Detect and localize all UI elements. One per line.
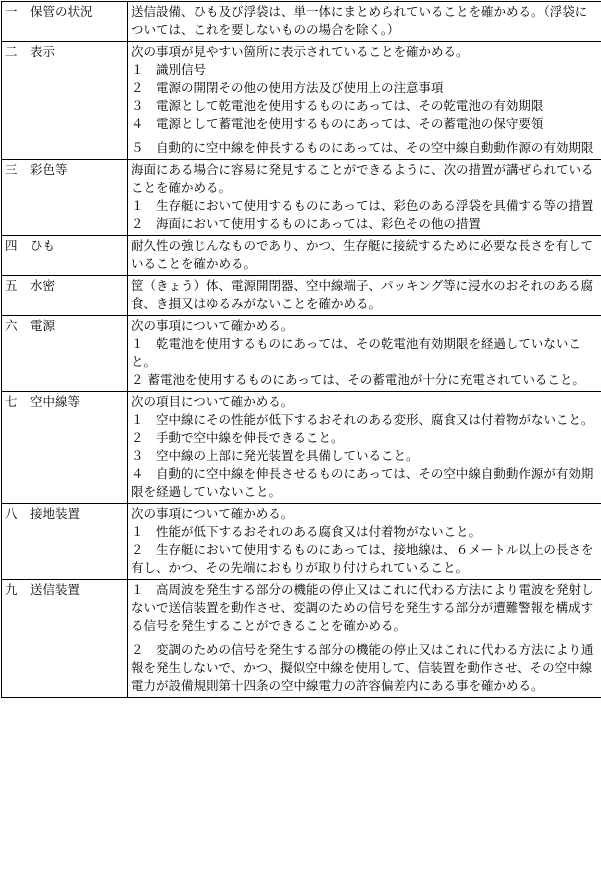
table-row (2, 504, 601, 580)
description-line: 耐久性の強じんなものであり、かつ、生存艇に接続するために必要な長さを有していることを確かめる。 (131, 238, 594, 271)
description-line: 送信設備、ひも及び浮袋は、単一体にまとめられていることを確かめる。（浮袋については、これを要しないものの場合を除く。） (131, 4, 588, 37)
item-description (128, 276, 601, 316)
description-line: 次の項目について確かめる。 (131, 394, 294, 409)
item-description (128, 160, 601, 236)
description-line: ２ 蓄電池を使用するものにあっては、その蓄電池が十分に充電されていること。 (131, 372, 585, 387)
item-label: 三 彩色等 (2, 160, 128, 236)
description-line: １ 生存艇において使用するものにあっては、彩色のある浮袋を具備する等の措置 (131, 198, 594, 213)
table-row (2, 160, 601, 236)
description-line: 海面にある場合に容易に発見することができるように、次の措置が講ぜられていることを確かめる。 (131, 162, 594, 195)
table-row (2, 316, 601, 392)
description-line: １ 高周波を発生する部分の機能の停止又はこれに代わる方法により電波を発射しないで送信装置を動作させ、変調のための信号を発生する部分が遭難警報を構成する信号を発生することができることを確かめる。 (131, 582, 594, 633)
table-row (2, 236, 601, 276)
item-label: 九 送信装置 (2, 580, 128, 698)
description-line: 次の事項が見やすい箇所に表示されていることを確かめる。 (131, 44, 469, 59)
description-line: ２ 電源の開閉その他の使用方法及び使用上の注意事項 (131, 80, 444, 95)
description-line: ３ 電源として乾電池を使用するものにあっては、その乾電池の有効期限 (131, 98, 544, 113)
description-line: 次の事項について確かめる。 (131, 506, 294, 521)
item-description (128, 316, 601, 392)
inspection-table (1, 1, 601, 698)
item-description (128, 504, 601, 580)
item-description (128, 392, 601, 504)
item-description (128, 236, 601, 276)
description-line: ２ 生存艇において使用するものにあっては、接地線は、６メートル以上の長さを有し、かつ、その先端におもりが取り付けられていること。 (131, 542, 594, 575)
item-label: 二 表示 (2, 42, 128, 160)
table-row (2, 42, 601, 160)
item-label: 八 接地装置 (2, 504, 128, 580)
description-line: ３ 空中線の上部に発光装置を具備していること。 (131, 448, 419, 463)
item-label: 一 保管の状況 (2, 2, 128, 42)
table-row (2, 2, 601, 42)
table-row (2, 276, 601, 316)
item-description (128, 2, 601, 42)
description-line: 次の事項について確かめる。 (131, 318, 294, 333)
description-line: 筐（きょう）体、電源開閉器、空中線端子、パッキング等に浸水のおそれのある腐食、き損又はゆるみがないことを確かめる。 (131, 278, 594, 311)
description-line: ２ 手動で空中線を伸長できること。 (131, 430, 344, 445)
item-description (128, 580, 601, 698)
item-label: 四 ひも (2, 236, 128, 276)
description-line: ２ 変調のための信号を発生する部分の機能の停止又はこれに代わる方法により通報を発生しないで、かつ、擬似空中線を使用して、信装置を動作させ、その空中線電力が設備規則第十四条の空中線電力の許容偏差内にある事を確かめる。 (131, 642, 594, 693)
description-line: １ 性能が低下するおそれのある腐食又は付着物がないこと。 (131, 524, 482, 539)
item-label: 五 水密 (2, 276, 128, 316)
description-line: １ 識別信号 (131, 62, 207, 77)
table-row (2, 392, 601, 504)
description-line: １ 乾電池を使用するものにあっては、その乾電池有効期限を経過していないこと。 (131, 336, 581, 369)
description-line: １ 空中線にその性能が低下するおそれのある変形、腐食又は付着物がないこと。 (131, 412, 594, 427)
item-label: 七 空中線等 (2, 392, 128, 504)
item-description (128, 42, 601, 160)
description-line: ５ 自動的に空中線を伸長するものにあっては、その空中線自動動作源の有効期限 (131, 140, 594, 155)
description-line: ４ 電源として蓄電池を使用するものにあっては、その蓄電池の保守要領 (131, 116, 544, 131)
table-row (2, 580, 601, 698)
item-label: 六 電源 (2, 316, 128, 392)
inspection-table-body (2, 2, 601, 698)
description-line: ４ 自動的に空中線を伸長させるものにあっては、その空中線自動動作源が有効期限を経過していないこと。 (131, 466, 594, 499)
description-line: ２ 海面において使用するものにあっては、彩色その他の措置 (131, 216, 481, 231)
